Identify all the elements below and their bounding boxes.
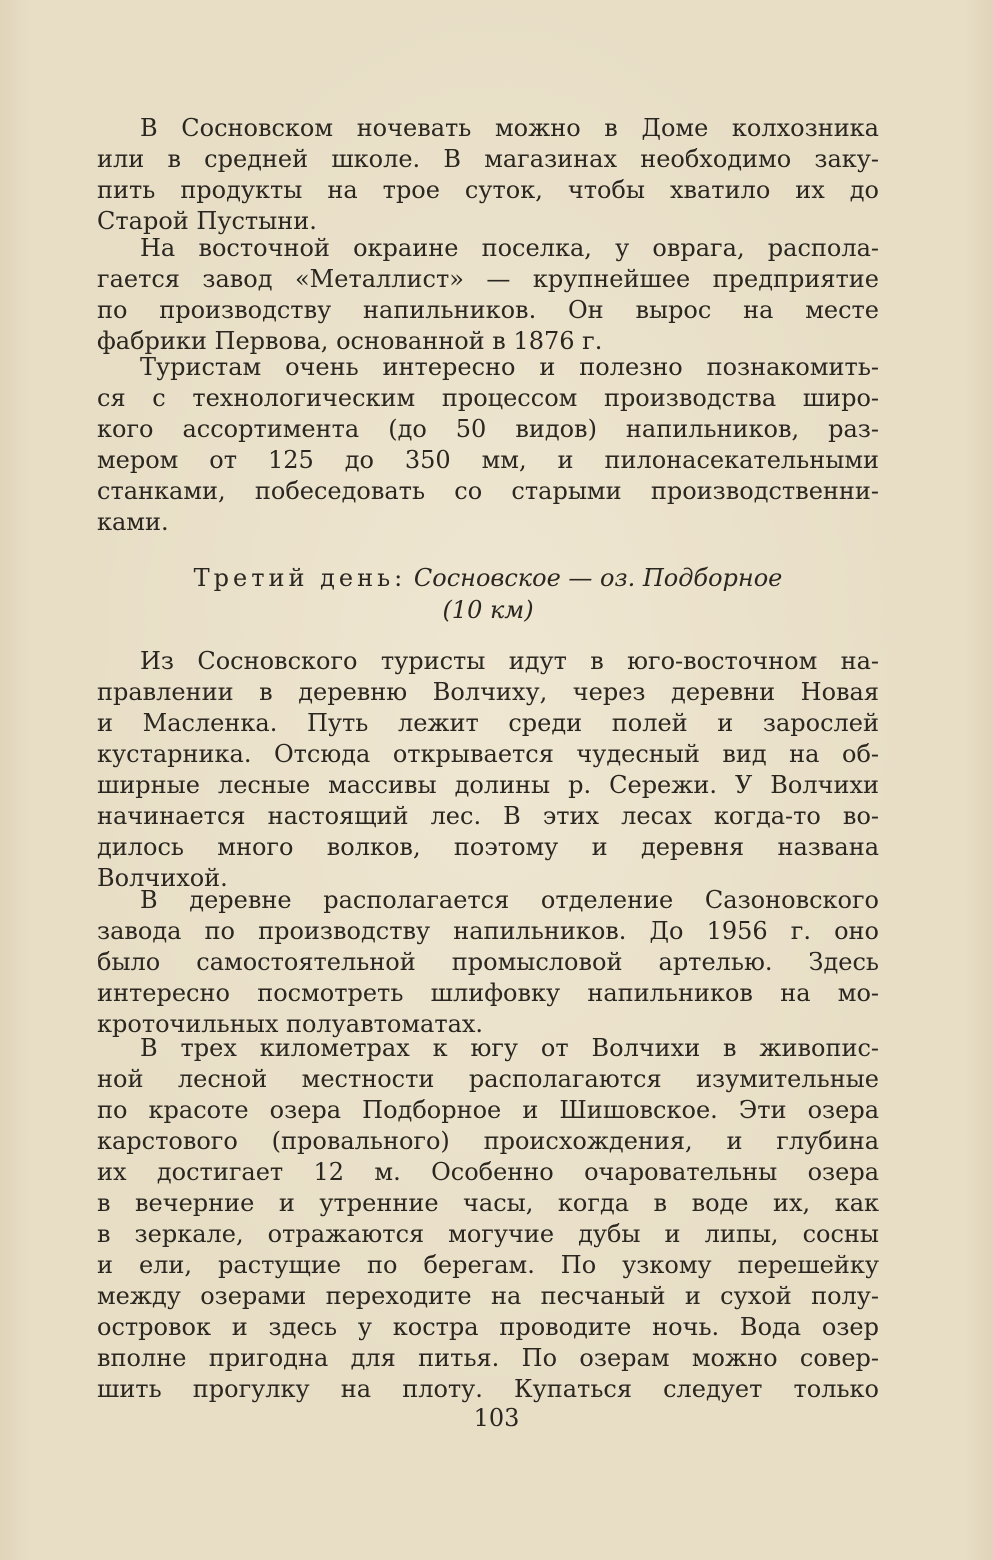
heading-route: Сосновское — оз. Подборное (413, 564, 783, 592)
text-line: ной лесной местности располагаются изумительные (97, 1065, 879, 1093)
text-line: вполне пригодна для питья. По озерам можно совер- (97, 1344, 879, 1372)
text-line: начинается настоящий лес. В этих лесах когда-то во- (97, 802, 879, 830)
text-line: дилось много волков, поэтому и деревня названа (97, 833, 879, 861)
text-line: карстового (провального) происхождения, и глубина (97, 1127, 879, 1155)
text-line: мером от 125 до 350 мм, и пилонасекательными (97, 446, 879, 474)
paragraph-3 (97, 352, 879, 538)
text-line: кроточильных полуавтоматах. (97, 1010, 484, 1038)
text-line: и ели, растущие по берегам. По узкому перешейку (97, 1251, 879, 1279)
text-line: в зеркале, отражаются могучие дубы и липы, сосны (97, 1220, 879, 1248)
section-heading (97, 562, 879, 626)
heading-distance: (10 км) (442, 596, 534, 624)
paragraph-1 (97, 113, 879, 237)
text-line: кустарника. Отсюда открывается чудесный вид на об- (97, 740, 879, 768)
text-line: ся с технологическим процессом производства широ- (97, 384, 879, 412)
text-line: по красоте озера Подборное и Шишовское. Эти озера (97, 1096, 879, 1124)
text-line: или в средней школе. В магазинах необходимо заку- (97, 145, 879, 173)
page-number: 103 (473, 1404, 520, 1432)
text-line: по производству напильников. Он вырос на месте (97, 296, 879, 324)
text-line: В деревне располагается отделение Сазоновского (140, 886, 879, 914)
text-line: Волчихой. (97, 864, 228, 892)
paragraph-2 (97, 233, 879, 357)
text-line: завода по производству напильников. До 1956 г. оно (97, 917, 879, 945)
paragraph-5 (97, 885, 879, 1040)
text-line: шить прогулку на плоту. Купаться следует только (97, 1375, 879, 1403)
text-line: гается завод «Металлист» — крупнейшее предприятие (97, 265, 879, 293)
text-line: Старой Пустыни. (97, 207, 317, 235)
text-line: В трех километрах к югу от Волчихи в живопис- (140, 1034, 879, 1062)
text-line: На восточной окраине поселка, у оврага, распола- (140, 234, 879, 262)
text-line: между озерами переходите на песчаный и сухой полу- (97, 1282, 879, 1310)
text-line: было самостоятельной промысловой артелью. Здесь (97, 948, 879, 976)
text-line: станками, побеседовать со старыми производственни- (97, 477, 879, 505)
text-line: В Сосновском ночевать можно в Доме колхозника (140, 114, 879, 142)
text-line: пить продукты на трое суток, чтобы хватило их до (97, 176, 879, 204)
text-line: Туристам очень интересно и полезно познакомить- (140, 353, 879, 381)
paragraph-4 (97, 646, 879, 894)
text-line: их достигает 12 м. Особенно очаровательны озера (97, 1158, 879, 1186)
heading-prefix: Третий день: (193, 564, 407, 592)
text-line: ширные лесные массивы долины р. Сережи. У Волчихи (97, 771, 879, 799)
text-line: Из Сосновского туристы идут в юго-восточном на- (140, 647, 879, 675)
text-line: правлении в деревню Волчиху, через деревни Новая (97, 678, 879, 706)
text-line: ками. (97, 508, 169, 536)
heading-line (97, 562, 879, 594)
paragraph-6 (97, 1033, 879, 1405)
text-line: и Масленка. Путь лежит среди полей и зарослей (97, 709, 879, 737)
text-line: кого ассортимента (до 50 видов) напильников, раз- (97, 415, 879, 443)
text-line: интересно посмотреть шлифовку напильников на мо- (97, 979, 879, 1007)
text-line: островок и здесь у костра проводите ночь. Вода озер (97, 1313, 879, 1341)
text-line: в вечерние и утренние часы, когда в воде их, как (97, 1189, 879, 1217)
text-line: фабрики Первова, основанной в 1876 г. (97, 327, 603, 355)
